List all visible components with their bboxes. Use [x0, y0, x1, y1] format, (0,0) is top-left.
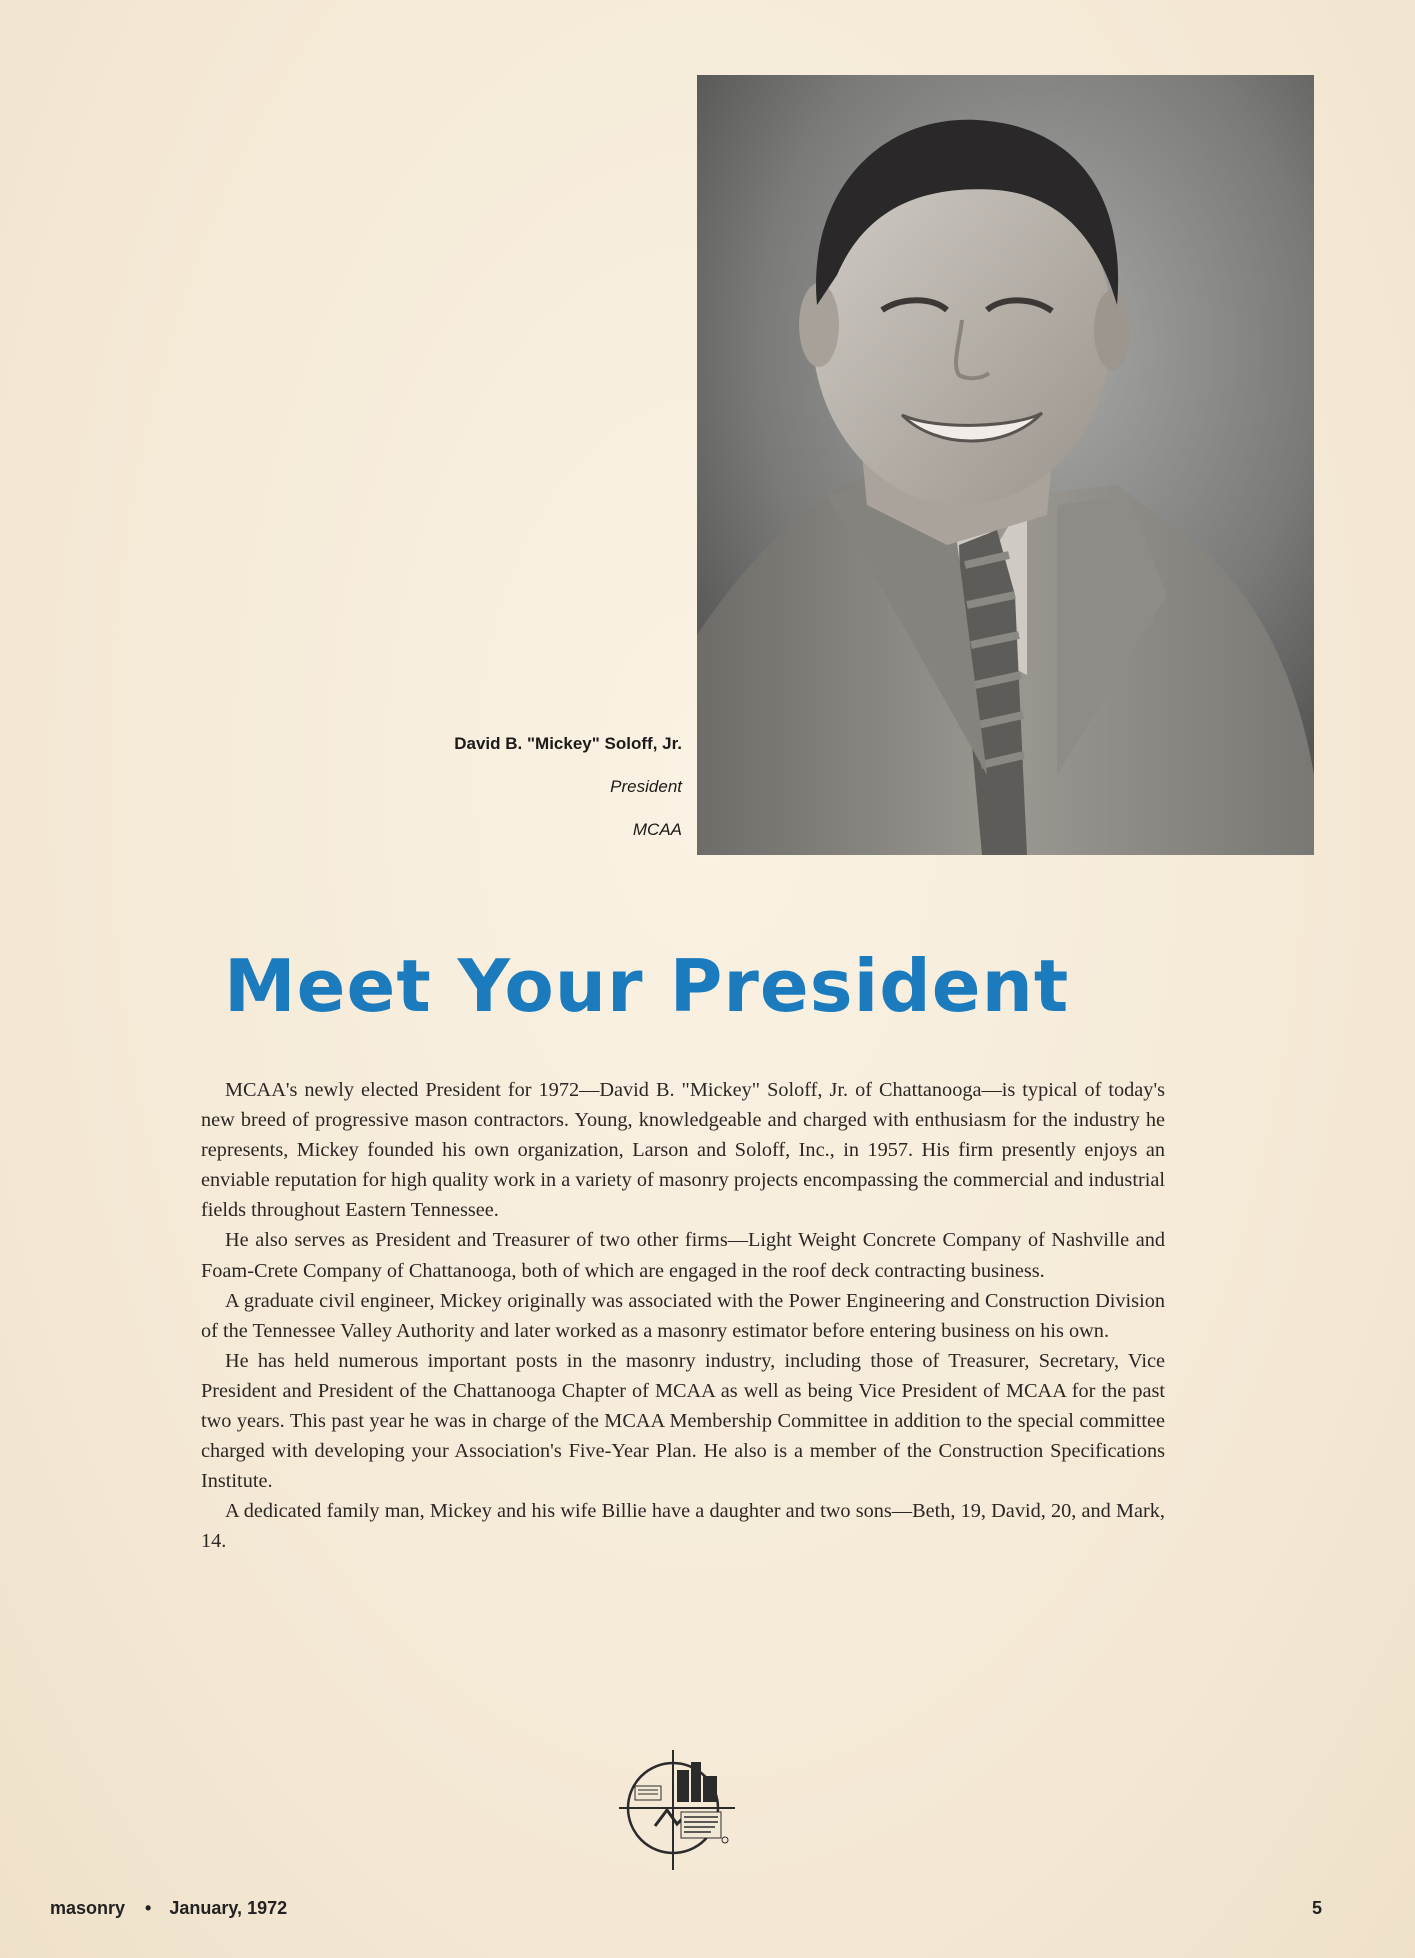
- article-paragraph: He has held numerous important posts in the masonry industry, including those of Treasurer, Secretary, Vice President and President of the Chattanooga Chapter of MCAA as well as being Vice President of MCAA for the past two years. This past year he was in charge of the MCAA Membership Committee in addition to the special committee charged with developing your Association's Five-Year Plan. He also is a member of the Construction Specifications Institute.: [201, 1349, 1165, 1493]
- page-number: 5: [1311, 1898, 1322, 1918]
- caption-title: President: [610, 777, 682, 796]
- issue-date: January, 1972: [169, 1898, 288, 1918]
- footer-bullet: •: [145, 1898, 152, 1918]
- mcaa-seal-graphic: [615, 1748, 750, 1873]
- article-paragraph: A dedicated family man, Mickey and his wife Billie have a daughter and two sons—Beth, 19, David, 20, and Mark, 14.: [201, 1500, 1165, 1553]
- portrait-image: [697, 75, 1314, 855]
- article-headline: Meet Your President: [224, 944, 1070, 1028]
- publication-name: masonry: [50, 1898, 126, 1918]
- photo-caption: [454, 735, 682, 838]
- article-paragraph: A graduate civil engineer, Mickey originally was associated with the Power Engineering and Construction Division of the Tennessee Valley Authority and later worked as a masonry estimator before entering business on his own.: [201, 1289, 1165, 1342]
- article-body: [201, 1075, 1165, 1557]
- portrait-photo: [697, 75, 1314, 855]
- caption-name: David B. "Mickey" Soloff, Jr.: [454, 734, 682, 753]
- article-paragraph: MCAA's newly elected President for 1972—David B. "Mickey" Soloff, Jr. of Chattanooga—is typical of today's new breed of progressive mason contractors. Young, knowledgeable and charged with enthusiasm for the industry he represents, Mickey founded his own organization, Larson and Soloff, Inc., in 1957. His firm presently enjoys an enviable reputation for high quality work in a variety of masonry projects encompassing the commercial and industrial fields throughout Eastern Tennessee.: [201, 1079, 1165, 1222]
- page-footer-left: [50, 1898, 287, 1919]
- caption-organization: MCAA: [632, 820, 682, 839]
- article-paragraph: He also serves as President and Treasurer of two other firms—Light Weight Concrete Company of Nashville and Foam-Crete Company of Chattanooga, both of which are engaged in the roof deck contracting business.: [201, 1229, 1165, 1282]
- mcaa-seal-icon: [615, 1748, 750, 1873]
